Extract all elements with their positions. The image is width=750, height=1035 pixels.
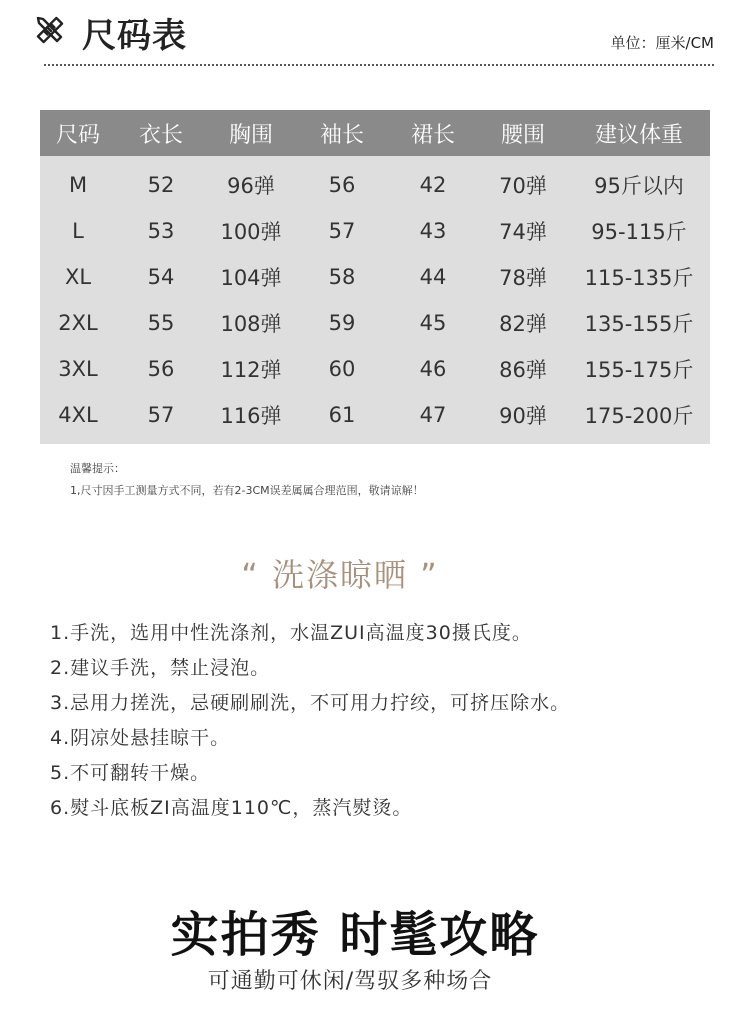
column-header: 胸围: [228, 122, 273, 148]
list-item: 5.不可翻转干燥。: [50, 762, 211, 784]
column-header: 衣长: [138, 122, 183, 148]
list-item: 4.阴凉处悬挂晾干。: [50, 727, 231, 749]
table-cell: 57: [147, 403, 175, 427]
column-header: 建议体重: [594, 122, 683, 148]
table-cell: 78弹: [499, 266, 547, 290]
table-cell: 82弹: [499, 312, 547, 336]
list-item: 6.熨斗底板ZI高温度110℃，蒸汽熨烫。: [50, 797, 413, 819]
table-cell: 135-155斤: [584, 312, 694, 336]
table-cell: 43: [419, 219, 447, 243]
table-cell: L: [72, 219, 84, 243]
notes-heading: 温馨提示：: [70, 462, 125, 475]
table-cell: 3XL: [58, 357, 98, 381]
table-cell: 53: [147, 219, 175, 243]
list-item: 1.手洗，选用中性洗涤剂，水温ZUI高温度30摄氏度。: [50, 622, 532, 644]
table-cell: 74弹: [499, 220, 547, 244]
table-cell: 56: [147, 357, 175, 381]
table-cell: 47: [419, 403, 447, 427]
table-cell: 155-175斤: [584, 358, 694, 382]
unit-label: 单位：厘米/CM: [610, 34, 714, 52]
table-row: [40, 346, 710, 392]
promo-title: 实拍秀 时髦攻略: [170, 907, 540, 963]
page-title: 尺码表: [82, 16, 187, 56]
dotted-divider: [44, 64, 714, 66]
table-cell: 52: [147, 173, 175, 197]
column-header: 尺码: [55, 122, 100, 148]
column-header: 裙长: [410, 122, 455, 148]
table-cell: 60: [328, 357, 356, 381]
notes-text: 1,尺寸因手工测量方式不同，若有2-3CM误差属属合理范围，敬请谅解！: [70, 484, 424, 497]
table-row: [40, 300, 710, 346]
table-cell: 2XL: [58, 311, 98, 335]
care-section-title: “ 洗涤晾晒 ”: [241, 556, 439, 594]
table-cell: 57: [328, 219, 356, 243]
table-header-row: [40, 110, 710, 156]
column-header: 腰围: [500, 122, 545, 148]
care-instructions: [50, 616, 570, 826]
table-row: [40, 208, 710, 254]
table-cell: 44: [419, 265, 447, 289]
ruler-pencil-icon: [34, 14, 66, 46]
table-cell: XL: [64, 265, 92, 289]
measurement-notes: [70, 458, 424, 502]
list-item: 2.建议手洗，禁止浸泡。: [50, 657, 271, 679]
table-cell: 70弹: [499, 174, 547, 198]
promo-subtitle: 可通勤可休闲/驾驭多种场合: [207, 969, 493, 994]
table-cell: 55: [147, 311, 175, 335]
size-table: [40, 110, 710, 444]
table-cell: 45: [419, 311, 447, 335]
table-cell: 116弹: [220, 404, 282, 428]
table-cell: 96弹: [227, 174, 275, 198]
column-header: 袖长: [319, 122, 364, 148]
table-cell: 56: [328, 173, 356, 197]
table-row: [40, 392, 710, 438]
table-cell: 46: [419, 357, 447, 381]
table-cell: 42: [419, 173, 447, 197]
table-cell: 4XL: [58, 403, 98, 427]
table-cell: 112弹: [220, 358, 282, 382]
table-row: [40, 254, 710, 300]
table-cell: 54: [147, 265, 175, 289]
table-cell: 95斤以内: [594, 174, 684, 198]
table-cell: 86弹: [499, 358, 547, 382]
list-item: 3.忌用力搓洗，忌硬刷刷洗，不可用力拧绞，可挤压除水。: [50, 692, 571, 714]
table-cell: 61: [328, 403, 356, 427]
table-cell: 59: [328, 311, 356, 335]
table-cell: 104弹: [220, 266, 282, 290]
table-cell: 90弹: [499, 404, 547, 428]
table-cell: 108弹: [220, 312, 282, 336]
table-body: [40, 156, 710, 444]
table-cell: 115-135斤: [584, 266, 694, 290]
table-row: [40, 162, 710, 208]
table-cell: 100弹: [220, 220, 282, 244]
table-cell: 175-200斤: [584, 404, 694, 428]
table-cell: 95-115斤: [591, 220, 687, 244]
table-cell: 58: [328, 265, 356, 289]
table-cell: M: [68, 173, 88, 197]
